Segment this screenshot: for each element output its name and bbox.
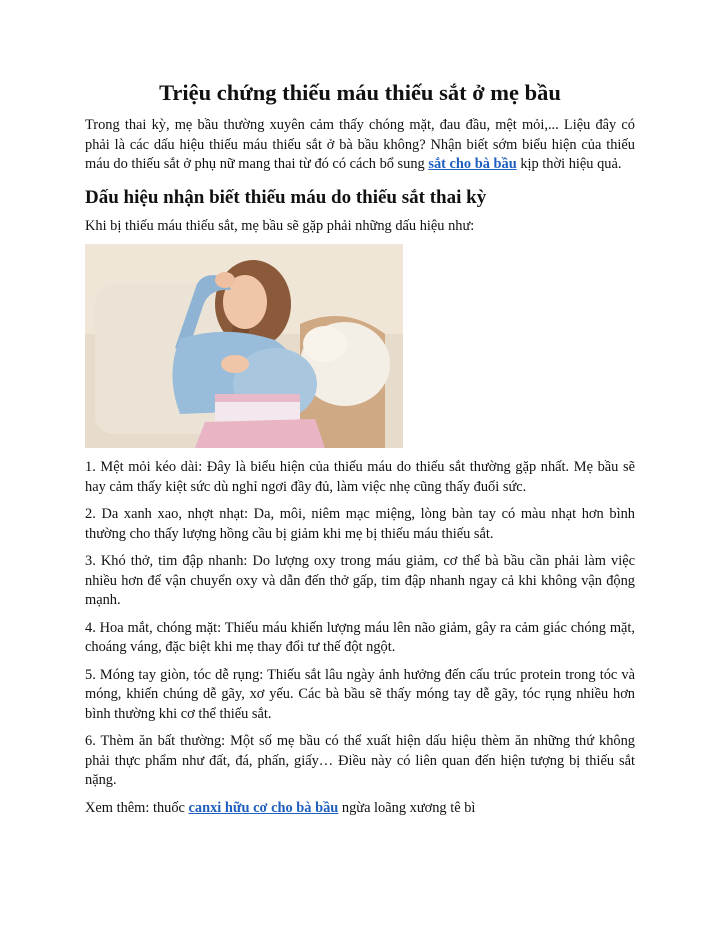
intro-text-start: Trong thai kỳ, mẹ bầu thường xuyên cảm thấy chóng mặt, đau đầu, mệt mỏi,... Liệu đây có phải là các dấu hiệu thiếu máu thiếu sắt ở bà bầu không? Nhận biết sớm biểu hiện của thiếu máu do thiếu sắt ở phụ nữ mang thai từ đó có cách bổ sung xyxy=(85,117,635,172)
page-title: Triệu chứng thiếu máu thiếu sắt ở mẹ bầu xyxy=(159,80,561,105)
iron-for-pregnant-link[interactable]: sắt cho bà bầu xyxy=(428,156,517,172)
organic-calcium-link[interactable]: canxi hữu cơ cho bà bầu xyxy=(188,799,339,816)
symptom-1: 1. Mệt mỏi kéo dài: Đây là biểu hiện của thiếu máu do thiếu sắt thường gặp nhất. Mẹ bầu sẽ hay cảm thấy kiệt sức dù nghỉ ngơi đầy đủ, làm việc nhẹ cũng thấy đuối sức. xyxy=(85,459,635,495)
symptom-6: 6. Thèm ăn bất thường: Một số mẹ bầu có thể xuất hiện dấu hiệu thèm ăn những thứ không phải thực phẩm như đất, đá, phấn, giấy… Điều này có liên quan đến hiện tượng bị thiếu sắt nặng. xyxy=(85,733,635,788)
intro-text-end: kịp thời hiệu quả. xyxy=(516,156,622,172)
see-also-text-start: Xem thêm: thuốc xyxy=(85,799,189,816)
see-also-text-end: ngừa loãng xương tê bì xyxy=(338,799,476,816)
document-page xyxy=(85,78,635,826)
see-also-paragraph xyxy=(85,799,635,819)
pregnant-woman-photo xyxy=(85,244,403,448)
lead-paragraph: Khi bị thiếu máu thiếu sắt, mẹ bầu sẽ gặp phải những dấu hiệu như: xyxy=(85,217,475,234)
symptom-5: 5. Móng tay giòn, tóc dễ rụng: Thiếu sắt lâu ngày ảnh hưởng đến cấu trúc protein trong tóc và móng, khiến chúng dễ gãy, xơ yếu. Các bà bầu sẽ thấy móng tay dễ gãy, tóc rụng nhiều hơn bình thường khi cơ thể thiếu sắt. xyxy=(85,666,635,722)
symptom-4: 4. Hoa mắt, chóng mặt: Thiếu máu khiến lượng máu lên não giảm, gây ra cảm giác chóng mặt, choáng váng, đặc biệt khi mẹ thay đổi tư thế đột ngột. xyxy=(85,619,635,655)
symptom-2: 2. Da xanh xao, nhợt nhạt: Da, môi, niêm mạc miệng, lòng bàn tay có màu nhạt hơn bình thường cho thấy lượng hồng cầu bị giảm khi mẹ bị thiếu máu thiếu sắt. xyxy=(85,506,635,542)
section-heading: Dấu hiệu nhận biết thiếu máu do thiếu sắt thai kỳ xyxy=(85,186,487,208)
intro-paragraph xyxy=(85,116,635,175)
symptom-3: 3. Khó thở, tim đập nhanh: Do lượng oxy trong máu giảm, cơ thể bà bầu cần phải làm việc nhiều hơn để vận chuyển oxy và dẫn đến thở gấp, tim đập nhanh ngay cả khi không vận động mạnh. xyxy=(85,553,635,608)
